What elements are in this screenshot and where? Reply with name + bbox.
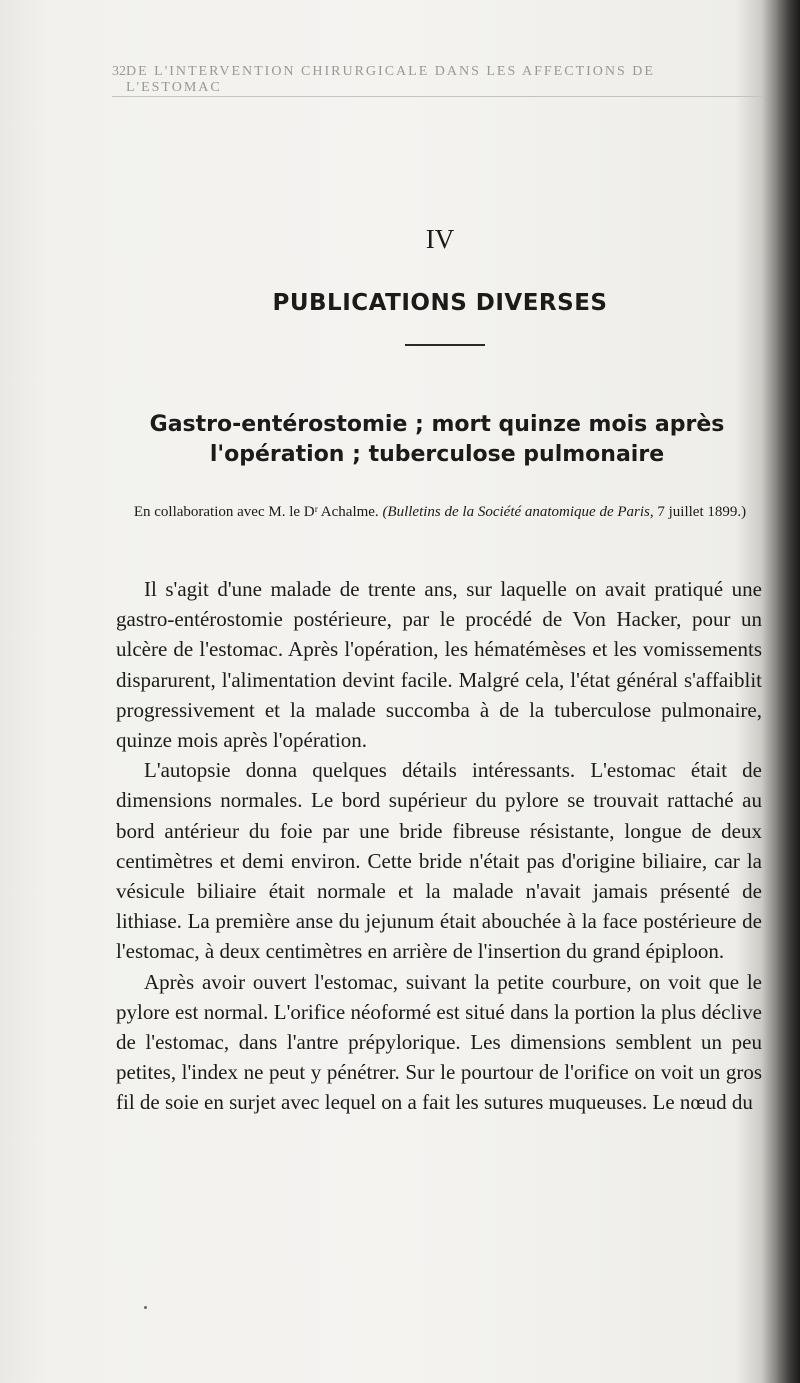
byline-collaboration: En collaboration avec M. le Dʳ Achalme. — [133, 504, 379, 520]
ink-speck — [144, 1306, 147, 1309]
byline-date: 7 juillet 1899.) — [657, 504, 747, 520]
running-head-rule — [112, 96, 762, 97]
running-head-text: DE L'INTERVENTION CHIRURGICALE DANS LES AFFECTIONS DE L'ESTOMAC — [126, 64, 655, 95]
section-number: IV — [425, 224, 455, 254]
article-body — [116, 574, 762, 1118]
section-divider — [405, 344, 485, 346]
paragraph: Il s'agit d'une malade de trente ans, sur laquelle on avait pratiqué une gastro-entérostomie postérieure, par le procédé de Von Hacker, pour un ulcère de l'estomac. Après l'opération, les hématémèses et les vomissements disparurent, l'alimentation devint facile. Malgré cela, l'état général s'affaiblit progressivement et la malade succomba à de la tuberculose pulmonaire, quinze mois après l'opération. — [116, 577, 762, 753]
article-title: Gastro-entérostomie ; mort quinze mois après l'opération ; tuberculose pulmonaire — [149, 412, 725, 467]
binding-shadow — [762, 0, 800, 1383]
paragraph: L'autopsie donna quelques détails intéressants. L'estomac était de dimensions normales. Le bord supérieur du pylore se trouvait rattaché au bord antérieur du foie par une bride fibreuse résistante, longue de deux centimètres et demi environ. Cette bride n'était pas d'origine biliaire, car la vésicule biliaire était normale et la malade n'avait jamais présenté de lithiase. La première anse du jejunum était abouchée à la face postérieure de l'estomac, à deux centimètres en arrière de l'insertion du grand épiploon. — [116, 758, 762, 964]
article-byline — [120, 502, 760, 522]
paragraph: Après avoir ouvert l'estomac, suivant la petite courbure, on voit que le pylore est normal. L'orifice néoformé est situé dans la portion la plus déclive de l'estomac, dans l'antre prépylorique. Les dimensions semblent un peu petites, l'index ne peut y pénétrer. Sur le pourtour de l'orifice on voit un gros fil de soie en surjet avec lequel on a fait les sutures muqueuses. Le nœud du — [116, 969, 762, 1115]
running-head — [112, 64, 752, 96]
section-title: PUBLICATIONS DIVERSES — [272, 290, 608, 316]
byline-source: (Bulletins de la Société anatomique de Paris, — [382, 504, 654, 520]
page-number: 32 — [112, 64, 126, 79]
